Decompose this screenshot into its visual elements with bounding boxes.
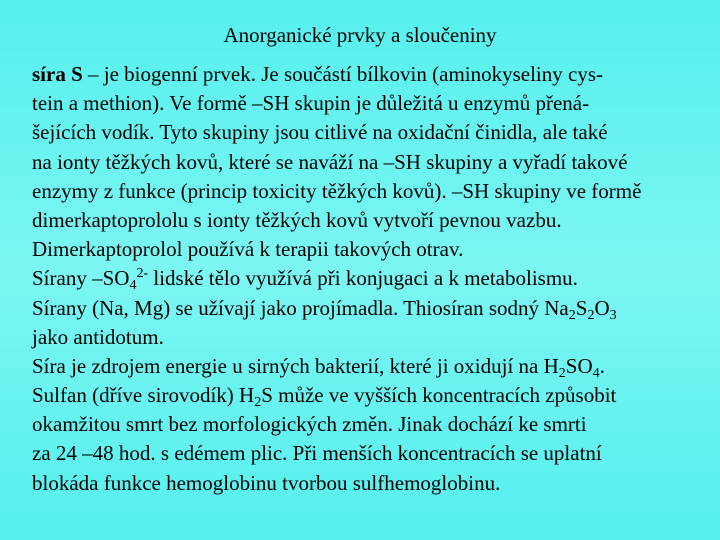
text-line-10: jako antidotum. (32, 324, 164, 349)
text-line-2: tein a methion). Ve formě –SH skupin je důležitá u enzymů přená- (32, 91, 590, 116)
text-line-11: Síra je zdrojem energie u sirných bakterií, které ji oxidují na $H_2SO_4$. (32, 353, 605, 381)
text-line-1: síra S – je biogenní prvek. Je součástí bílkovin (aminokyseliny cys- (32, 62, 604, 86)
text-line-6: dimerkaptoprololu s ionty těžkých kovů vytvoří pevnou vazbu. (32, 207, 562, 232)
text-line-9: Sírany (Na, Mg) se užívají jako projímadla. Thiosíran sodný $Na_2S_2O_3$ (32, 295, 617, 323)
text-line-4: na ionty těžkých kovů, které se naváží na –SH skupiny a vyřadí takové (32, 149, 628, 174)
text-line-7: Dimerkaptoprolol používá k terapii takových otrav. (32, 237, 464, 262)
text-line-14: za 24 –48 hod. s edémem plic. Při menších koncentracích se uplatní (32, 441, 602, 466)
text-line-15: blokáda funkce hemoglobinu tvorbou sulfhemoglobinu. (32, 470, 501, 495)
sulfur-term: síra S (32, 62, 83, 86)
text-line-3: šejících vodík. Tyto skupiny jsou citlivé na oxidační činidla, ale také (32, 120, 608, 145)
text-line-12: Sulfan (dříve sirovodík) $H_2S$ může ve vyšších koncentracích způsobit (32, 383, 617, 411)
slide-title: Anorganické prvky a sloučeniny (223, 23, 497, 47)
slide-body (32, 60, 720, 498)
text-line-13: okamžitou smrt bez morfologických změn. Jinak dochází ke smrti (32, 412, 587, 437)
text-line-8: Sírany $-SO_4^{2-}$ lidské tělo využívá při konjugaci a k metabolismu. (32, 266, 578, 294)
text-line-5: enzymy z funkce (princip toxicity těžkých kovů). –SH skupiny ve formě (32, 178, 642, 203)
